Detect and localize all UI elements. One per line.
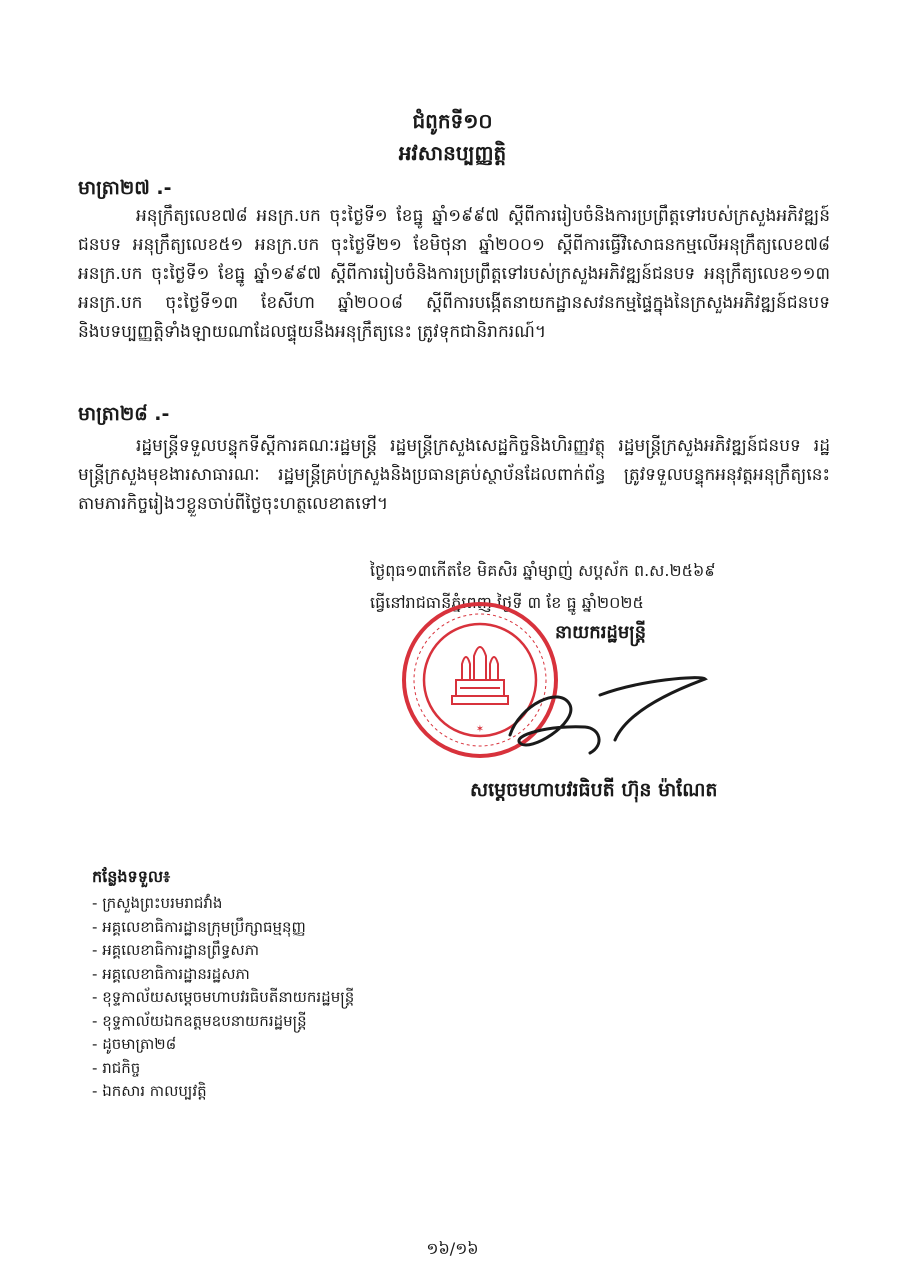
page-number: ១៦/១៦ [426, 1239, 479, 1258]
recipient-item: - អគ្គលេខាធិការដ្ឋានរដ្ឋសភា [92, 963, 354, 987]
article-28-text: រដ្ឋមន្ត្រីទទួលបន្ទុកទីស្ដីការគណៈរដ្ឋមន្ត្រី រដ្ឋមន្ត្រីក្រសួងសេដ្ឋកិច្ចនិងហិរញ្ញវត្ថុ រដ្ឋមន្ត្រីក្រសួងអភិវឌ្ឍន៍ជនបទ រដ្ឋមន្ត្រីក្រសួងមុខងារសាធារណៈ រដ្ឋមន្ត្រីគ្រប់ក្រសួងនិងប្រធានគ្រប់ស្ថាប័នដែលពាក់ព័ន្ធ ត្រូវទទួលបន្ទុកអនុវត្តអនុក្រឹត្យនេះ តាមភារកិច្ចរៀងៗខ្លួនចាប់ពីថ្ងៃចុះហត្ថលេខាតទៅ។ [78, 436, 830, 514]
article-28-heading: មាត្រា២៨ .- [78, 403, 170, 425]
signatory-title: នាយករដ្ឋមន្ត្រី [555, 622, 647, 643]
lunar-date: ថ្ងៃពុធ១៣កើតខែ មិគសិរ ឆ្នាំម្សាញ់ សប្តស័ក ព.ស.២៥៦៩ [370, 561, 716, 580]
signatory-name: សម្តេចមហាបវរធិបតី ហ៊ុន ម៉ាណែត [470, 779, 718, 801]
recipient-item: - រាជកិច្ច [92, 1057, 354, 1081]
chapter-title: អវសានប្បញ្ញត្តិ [398, 141, 507, 165]
recipient-item: - ក្រសួងព្រះបរមរាជវាំង [92, 892, 354, 916]
recipients-list [92, 892, 354, 1104]
article-27-text: អនុក្រឹត្យលេខ៧៨ អនក្រ.បក ចុះថ្ងៃទី១ ខែធ្នូ ឆ្នាំ១៩៩៧ ស្ដីពីការរៀបចំនិងការប្រព្រឹត្តទៅរបស់ក្រសួងអភិវឌ្ឍន៍ជនបទ អនុក្រឹត្យលេខ៥១ អនក្រ.បក ចុះថ្ងៃទី២១ ខែមិថុនា ឆ្នាំ២០០១ ស្ដីពីការធ្វើវិសោធនកម្មលើអនុក្រឹត្យលេខ៧៨ អនក្រ.បក ចុះថ្ងៃទី១ ខែធ្នូ ឆ្នាំ១៩៩៧ ស្ដីពីការរៀបចំនិងការប្រព្រឹត្តទៅរបស់ក្រសួងអភិវឌ្ឍន៍ជនបទ អនុក្រឹត្យលេខ១១៣ អនក្រ.បក ចុះថ្ងៃទី១៣ ខែសីហា ឆ្នាំ២០០៨ ស្ដីពីការបង្កើតនាយកដ្ឋានសវនកម្មផ្ទៃក្នុងនៃក្រសួងអភិវឌ្ឍន៍ជនបទ និងបទប្បញ្ញត្តិទាំងឡាយណាដែលផ្ទុយនឹងអនុក្រឹត្យនេះ ត្រូវទុកជានិរាករណ៍។ [78, 206, 830, 342]
chapter-number: ជំពូកទី១០ [412, 109, 493, 133]
recipient-item: - អគ្គលេខាធិការដ្ឋានក្រុមប្រឹក្សាធម្មនុញ្ញ [92, 916, 354, 940]
recipient-item: - ខុទ្ទកាល័យសម្តេចមហាបវរធិបតីនាយករដ្ឋមន្ត្រី [92, 986, 354, 1010]
gregorian-date: ធ្វើនៅរាជធានីភ្នំពេញ ថ្ងៃទី ៣ ខែ ធ្នូ ឆ្នាំ២០២៥ [370, 593, 644, 612]
recipients-heading: កន្លែងទទួល៖ [92, 867, 171, 886]
recipient-item: - អគ្គលេខាធិការដ្ឋានព្រឹទ្ធសភា [92, 939, 354, 963]
recipient-item: - ឯកសារ កាលប្បវត្តិ [92, 1080, 354, 1104]
article-27-heading: មាត្រា២៧ .- [78, 177, 172, 199]
seal-text: ✶ [475, 724, 485, 735]
recipient-item: - ដូចមាត្រា២៨ [92, 1033, 354, 1057]
handwritten-signature [490, 665, 720, 765]
recipient-item: - ខុទ្ទកាល័យឯកឧត្តមឧបនាយករដ្ឋមន្ត្រី [92, 1010, 354, 1034]
